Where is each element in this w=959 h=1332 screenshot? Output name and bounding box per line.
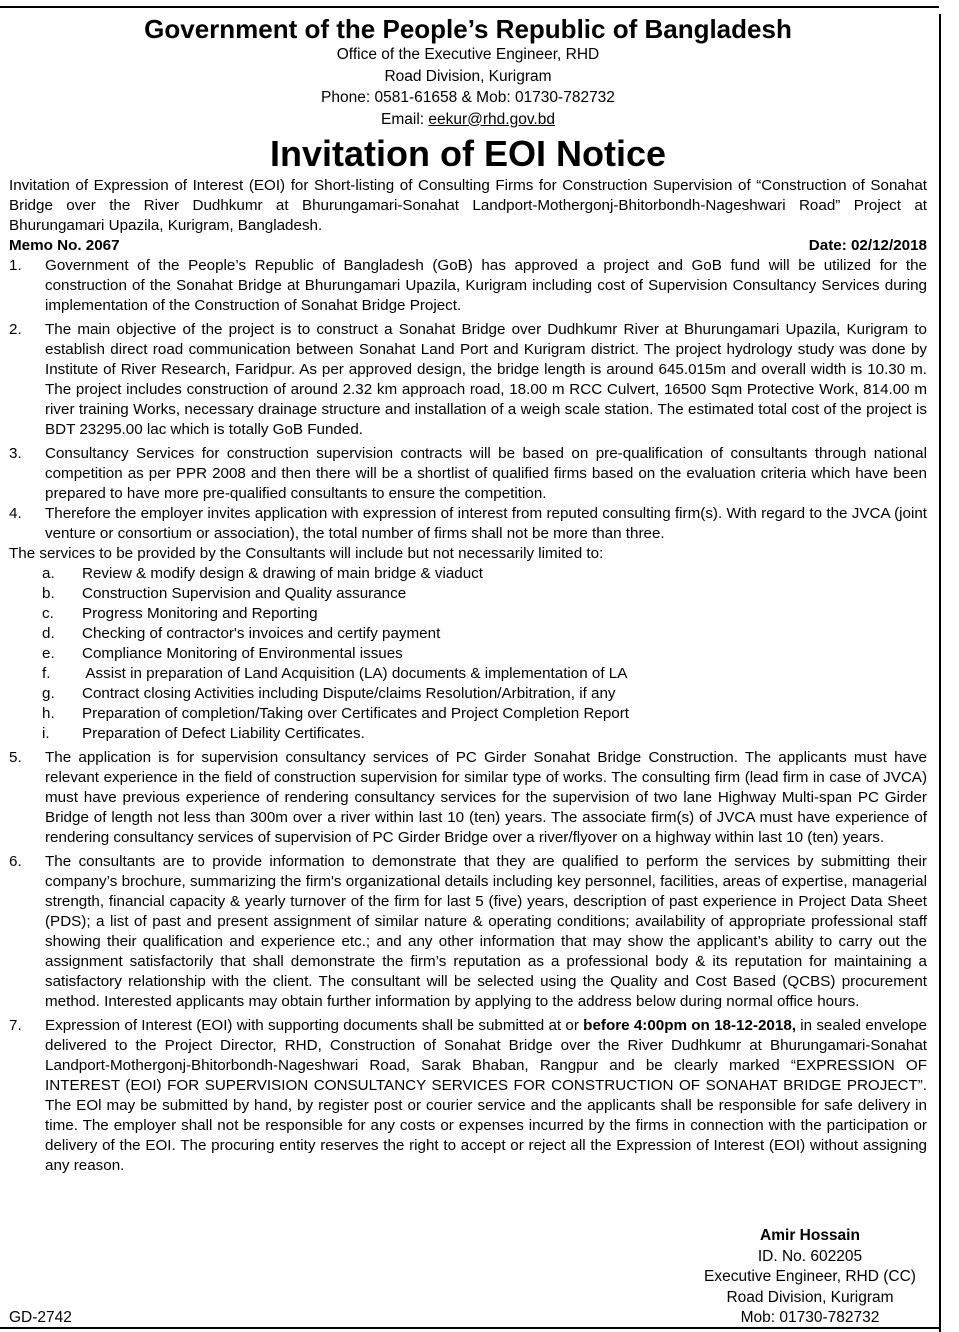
- item-number: 6.: [9, 853, 22, 870]
- service-text: Contract closing Activities including Dispute/claims Resolution/Arbitration, if any: [82, 685, 616, 702]
- memo-number: Memo No. 2067: [9, 237, 120, 254]
- signatory-id: ID. No. 602205: [757, 1247, 863, 1265]
- services-list: [42, 564, 927, 744]
- item-text: Government of the People’s Republic of Bangladesh (GoB) has approved a project and GoB fund will be utilized for the construction of the Sonahat Bridge at Bhurungamari Upazila, Kurigram including cost of Supervision Consultancy Services during implementation of the Construction of Sonahat Bridge Project.: [45, 257, 927, 314]
- item-number: 3.: [9, 445, 22, 462]
- item-number: 4.: [9, 505, 22, 522]
- service-text: Checking of contractor's invoices and certify payment: [82, 625, 441, 642]
- item-text: The consultants are to provide information to demonstrate that they are qualified to perform the services by submitting their company’s brochure, summarizing the firm's organizational details including key personnel, facilities, areas of expertise, managerial strength, financial capacity & yearly turnover of the firm for last 5 (five) years, description of past experience in Project Data Sheet (PDS); a list of past and present assignment of similar nature & operating conditions; availability of appropriate professional staff showing their qualification and experience etc.; and any other information that may show the applicant’s ability to carry out the assignment satisfactorily that shall demonstrate the firm’s reputation as a professional body & its reputation for maintaining a satisfactory relationship with the client. The consultant will be selected using the Quality and Cost Based (QCBS) procurement method. Interested applicants may obtain further information by applying to the address below during normal office hours.: [45, 853, 927, 1010]
- service-item: [42, 724, 927, 744]
- item-number: 5.: [9, 749, 22, 766]
- service-item: [42, 644, 927, 664]
- service-text: Progress Monitoring and Reporting: [82, 605, 318, 622]
- service-letter: i.: [42, 725, 50, 742]
- service-item: [42, 584, 927, 604]
- service-text: Preparation of Defect Liability Certificates.: [82, 725, 365, 742]
- service-item: [42, 704, 927, 724]
- service-text: Compliance Monitoring of Environmental issues: [82, 645, 403, 662]
- submission-deadline: before 4:00pm on 18-12-2018,: [583, 1017, 796, 1034]
- notice-date: Date: 02/12/2018: [808, 237, 927, 254]
- office-name: Office of the Executive Engineer, RHD: [336, 46, 600, 63]
- list-item: [9, 1016, 927, 1176]
- intro-paragraph: Invitation of Expression of Interest (EOI) for Short-listing of Consulting Firms for Construction Supervision of “Construction of Sonahat Bridge over the River Dudhkumr at Bhurungamari-Sonahat Landport-Mothergonj-Bhitorbondh-Nageshwari Road” Project at Bhurungamari Upazila, Kurigram, Bangladesh.: [9, 177, 927, 234]
- item-text: The main objective of the project is to construct a Sonahat Bridge over Dudhkumr River at Bhurungamari Upazila, Kurigram to establish direct road communication between Sonahat Land Port and Kurigram district. The project hydrology study was done by Institute of River Research, Faridpur. As per approved design, the bridge length is around 645.015m and overall width is 10.30 m. The project includes construction of around 2.32 km approach road, 18.00 m RCC Culvert, 16500 Sqm Protective Work, 814.00 m river training Works, necessary drainage structure and installation of a weigh scale station. The estimated total cost of the project is BDT 23295.00 lac which is totally GoB Funded.: [45, 321, 927, 438]
- right-border-line: [939, 14, 941, 1332]
- service-letter: g.: [42, 685, 55, 702]
- list-item: [9, 852, 927, 1012]
- service-letter: e.: [42, 645, 55, 662]
- service-letter: b.: [42, 585, 55, 602]
- government-title: Government of the People’s Republic of Bangladesh: [144, 14, 792, 44]
- list-item: [9, 748, 927, 848]
- item-number: 7.: [9, 1017, 22, 1034]
- service-letter: h.: [42, 705, 55, 722]
- list-item: [9, 444, 927, 504]
- item-number: 2.: [9, 321, 22, 338]
- service-letter: f.: [42, 665, 51, 682]
- memo-date-row: [9, 236, 927, 256]
- division-name: Road Division, Kurigram: [384, 67, 552, 85]
- service-item: [42, 624, 927, 644]
- notice-title: Invitation of EOI Notice: [269, 133, 667, 174]
- email-line: [9, 109, 927, 131]
- service-item: [42, 604, 927, 624]
- signatory-designation: Executive Engineer, RHD (CC): [704, 1268, 916, 1285]
- phone-line: Phone: 0581-61658 & Mob: 01730-782732: [321, 89, 615, 106]
- item-number: 1.: [9, 257, 22, 274]
- services-intro: The services to be provided by the Consultants will include but not necessarily limited to:: [9, 545, 604, 562]
- service-text: Assist in preparation of Land Acquisition (LA) documents & implementation of LA: [82, 665, 628, 682]
- signature-block: [600, 1226, 959, 1329]
- item-text: [45, 1016, 927, 1176]
- item-text: Consultancy Services for construction supervision contracts will be based on pre-qualification of consultants through national competition as per PPR 2008 and then there will be a shortlist of qualified firms based on the evaluation criteria which have been prepared to have more pre-qualified consultants to ensure the competition.: [45, 445, 927, 502]
- signatory-division: Road Division, Kurigram: [726, 1288, 894, 1306]
- gd-code: GD-2742: [9, 1309, 72, 1326]
- service-text: Construction Supervision and Quality assurance: [82, 585, 407, 602]
- service-letter: a.: [42, 565, 55, 582]
- service-item: [42, 564, 927, 584]
- list-item: [9, 256, 927, 316]
- item-text: Therefore the employer invites application with expression of interest from reputed consulting firm(s). With regard to the JVCA (joint venture or consortium or association), the total number of firms shall not be more than three.: [45, 505, 927, 542]
- service-letter: d.: [42, 625, 55, 642]
- list-item: [9, 504, 927, 544]
- item-text: The application is for supervision consultancy services of PC Girder Sonahat Bridge Construction. The applicants must have relevant experience in the field of construction supervision for similar type of works. The consulting firm (lead firm in case of JVCA) must have previous experience of rendering consultancy services for the supervision of two lane Highway Multi-span PC Girder Bridge of length not less than 300m over a river within last 10 (ten) years. The associate firm(s) of JVCA must have experience of rendering consultancy services of supervision of PC Girder Bridge over a river/flyover on a highway within last 10 (ten) years.: [45, 749, 927, 846]
- notice-document: [9, 0, 927, 1176]
- service-item: [42, 684, 927, 704]
- signatory-name: Amir Hossain: [760, 1227, 860, 1244]
- service-item: [42, 664, 927, 684]
- service-letter: c.: [42, 605, 54, 622]
- signatory-mobile: Mob: 01730-782732: [740, 1309, 880, 1326]
- submission-text-start: Expression of Interest (EOI) with supporting documents shall be submitted at or: [45, 1017, 584, 1034]
- service-text: Review & modify design & drawing of main bridge & viaduct: [82, 565, 483, 582]
- service-text: Preparation of completion/Taking over Certificates and Project Completion Report: [82, 705, 630, 722]
- email-label: Email:: [381, 110, 429, 128]
- list-item: [9, 320, 927, 440]
- email-link[interactable]: eekur@rhd.gov.bd: [428, 110, 555, 128]
- submission-text-end: in sealed envelope delivered to the Project Director, RHD, Construction of Sonahat Bridge over the River Dudhkumr at Bhurungamari-Sonahat Landport-Mothergonj-Bhitorbondh-Nageshwari Road, Sarak Bhaban, Rangpur and be clearly marked “EXPRESSION OF INTEREST (EOI) FOR SUPERVISION CONSULTANCY SERVICES FOR CONSTRUCTION OF SONAHAT BRIDGE PROJECT”. The EOl may be submitted by hand, by register post or courier service and the applicants shall be responsible for safe delivery in time. The employer shall not be responsible for any costs or expenses incurred by the firms in connection with the participation or delivery of the EOI. The procuring entity reserves the right to accept or reject all the Expression of Interest (EOI) without assigning any reason.: [45, 1017, 927, 1174]
